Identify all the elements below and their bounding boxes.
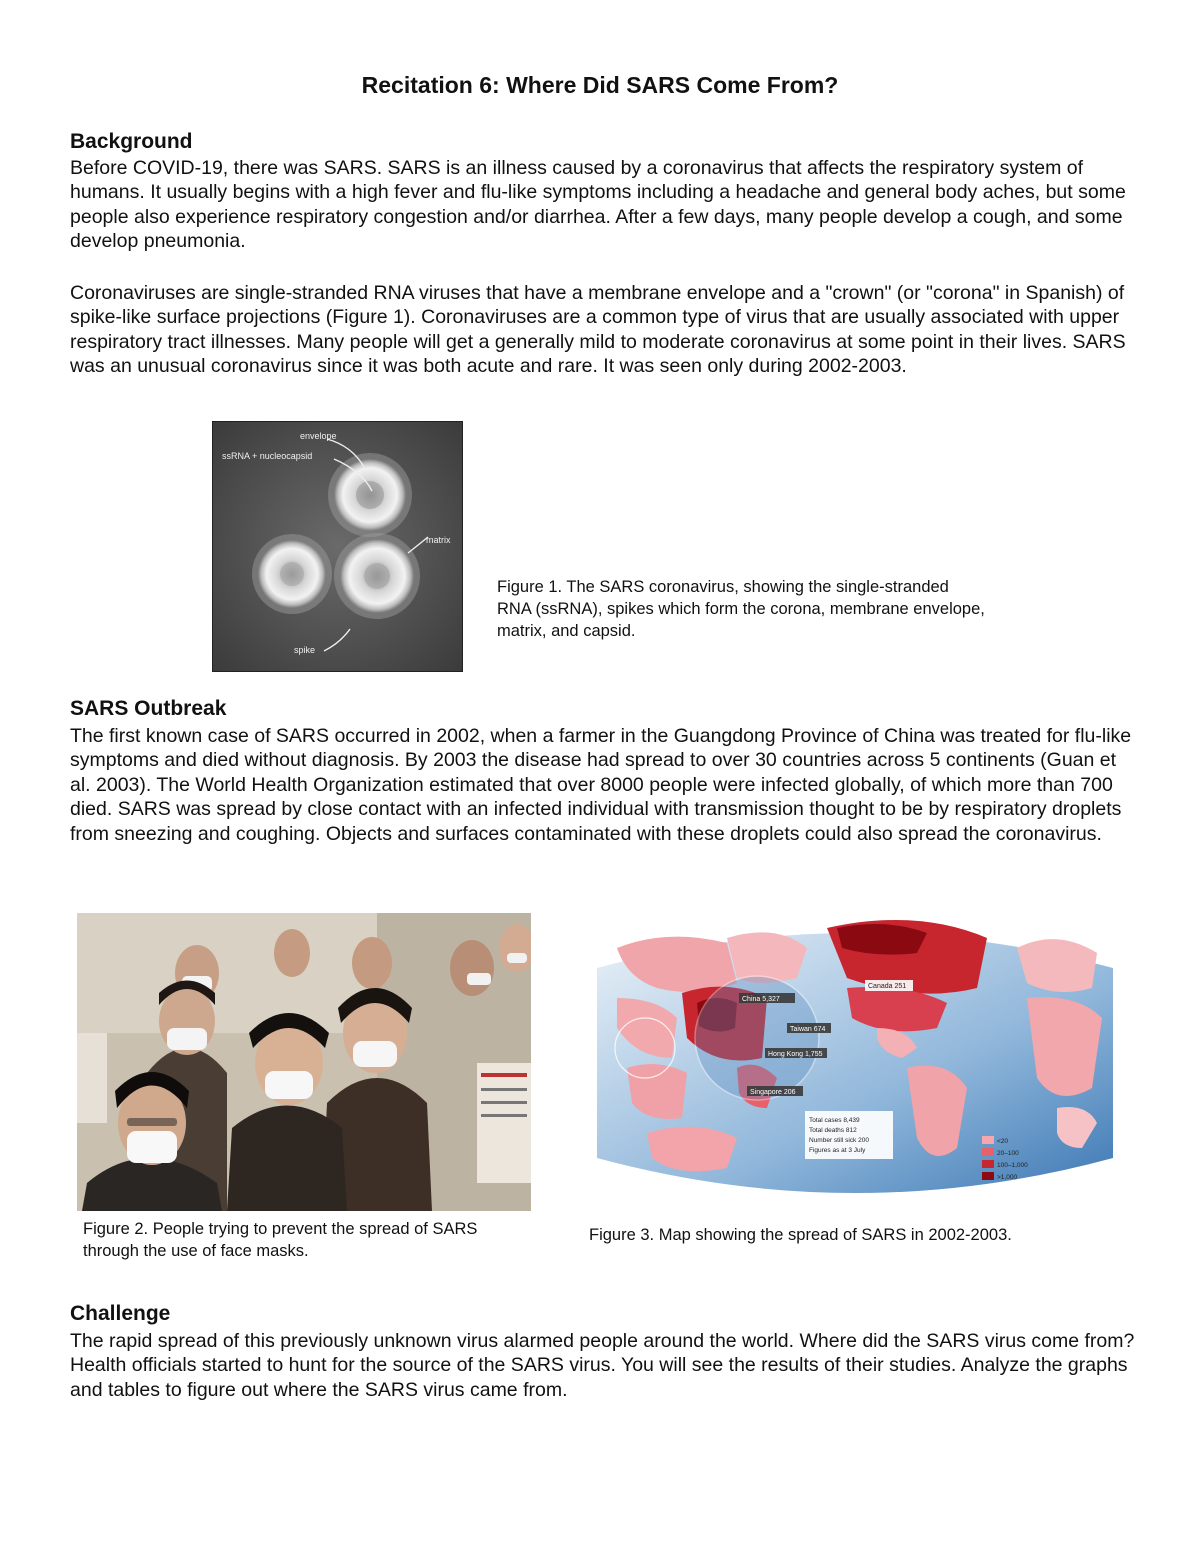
map-label-china: China 5,327 xyxy=(742,996,780,1003)
map-label-taiwan: Taiwan 674 xyxy=(790,1026,826,1033)
map-label-singapore: Singapore 206 xyxy=(750,1089,796,1096)
map-still-sick: Number still sick 200 xyxy=(809,1137,869,1144)
figure-2-caption: Figure 2. People trying to prevent the spread of SARS through the use of face masks. xyxy=(83,1220,478,1260)
face-mask-photo xyxy=(77,913,531,1211)
figure-3-caption: Figure 3. Map showing the spread of SARS in 2002-2003. xyxy=(589,1226,1012,1244)
map-label-hongkong: Hong Kong 1,755 xyxy=(768,1051,823,1058)
map-total-deaths: Total deaths 812 xyxy=(809,1127,857,1134)
ssrna-label: ssRNA + nucleocapsid xyxy=(222,451,313,461)
coronavirus-micrograph xyxy=(212,421,463,672)
background-heading: Background xyxy=(70,130,193,153)
map-label-canada: Canada 251 xyxy=(868,983,907,990)
background-paragraph-1: Before COVID-19, there was SARS. SARS is an illness caused by a coronavirus that affects the respiratory system of humans. It usually begins with a high fever and flu-like symptoms including a headache and general body aches, but some people also experience respiratory congestion and/or diarrhea. After a few days, many people develop a cough, and some develop pneumonia. xyxy=(70,157,1126,253)
page-title: Recitation 6: Where Did SARS Come From? xyxy=(361,72,839,98)
legend-label-3: 100–1,000 xyxy=(997,1162,1028,1169)
legend-swatch-3 xyxy=(982,1160,994,1168)
matrix-label: matrix xyxy=(426,535,451,545)
spike-label: spike xyxy=(294,645,316,655)
legend-label-4: >1,000 xyxy=(997,1174,1018,1181)
challenge-heading: Challenge xyxy=(70,1302,171,1325)
map-total-cases: Total cases 8,439 xyxy=(809,1117,860,1124)
legend-swatch-4 xyxy=(982,1172,994,1180)
figure-1-caption: Figure 1. The SARS coronavirus, showing the single-stranded RNA (ssRNA), spikes which form the corona, membrane envelope, matrix, and capsid. xyxy=(497,578,985,640)
legend-label-2: 20–100 xyxy=(997,1150,1019,1157)
background-paragraph-2: Coronaviruses are single-stranded RNA viruses that have a membrane envelope and a "crown" (or "corona" in Spanish) of spike-like surface projections (Figure 1). Coronaviruses are a common type of virus that are usually associated with upper respiratory tract illnesses. Many people will get a generally mild to moderate coronavirus at some point in their lives. SARS was an unusual coronavirus since it was both acute and rare. It was seen only during 2002-2003. xyxy=(70,282,1126,378)
outbreak-paragraph: The first known case of SARS occurred in 2002, when a farmer in the Guangdong Province of China was treated for flu-like symptoms and died without diagnosis. By 2003 the disease had spread to over 30 countries across 5 continents (Guan et al. 2003). The World Health Organization estimated that over 8000 people were infected globally, of which more than 700 died. SARS was spread by close contact with an infected individual with transmission thought to be by respiratory droplets from sneezing and coughing. Objects and surfaces contaminated with these droplets could also spread the coronavirus. xyxy=(70,725,1132,845)
legend-label-1: <20 xyxy=(997,1138,1009,1145)
sars-world-map xyxy=(587,908,1123,1202)
challenge-paragraph: The rapid spread of this previously unknown virus alarmed people around the world. Where did the SARS virus come from? Health officials started to hunt for the source of the SARS virus. You will see the results of their studies. Analyze the graphs and tables to figure out where the SARS virus came from. xyxy=(70,1330,1135,1401)
legend-swatch-1 xyxy=(982,1136,994,1144)
outbreak-heading: SARS Outbreak xyxy=(70,697,227,720)
legend-swatch-2 xyxy=(982,1148,994,1156)
envelope-label: envelope xyxy=(300,431,337,441)
map-figures-date: Figures as at 3 July xyxy=(809,1147,866,1154)
